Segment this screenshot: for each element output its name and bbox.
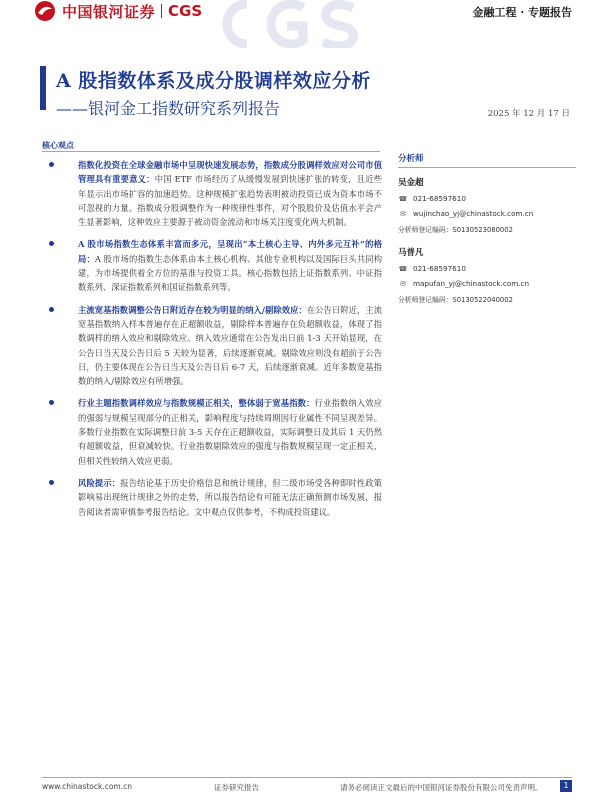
analyst-email-row	[398, 279, 576, 288]
bullet-icon	[49, 241, 54, 246]
analyst-email[interactable]: wujinchao_yj@chinastock.com.cn	[413, 209, 534, 218]
analyst-email[interactable]: mapufan_yj@chinastock.com.cn	[413, 279, 530, 288]
mail-icon: ✉	[400, 209, 406, 218]
analyst-phone: 021-68597610	[413, 264, 466, 273]
risk-warning-body: 报告结论基于历史价格信息和统计规律，但二级市场受各种即时性政策影响易出现统计规律之外的走势，所以报告结论有可能无法正确预测市场发展，报告阅读者需审慎参考报告结论。文中观点仅供参考，不构成投资建议。	[78, 477, 382, 517]
footer-disclaimer: 请务必阅读正文最后的中国银河证券股份有限公司免责声明。	[340, 783, 543, 792]
analyst-panel	[398, 152, 576, 316]
bullet-icon	[49, 307, 54, 312]
key-points-list	[42, 158, 382, 527]
report-subtitle: ——银河金工指数研究系列报告	[56, 99, 281, 118]
analyst-registration: 分析师登记编码：S0130522040002	[398, 296, 513, 304]
report-title: A 股指数体系及成分股调样效应分析	[56, 70, 371, 92]
report-category: 金融工程 · 专题报告	[472, 6, 572, 19]
key-point-heading: 指数化投资在全球金融市场中呈现快速发展态势，指数成分股调样效应对公司市值管理具有重要意义：	[78, 160, 382, 185]
footer-report-type: 证券研究报告	[214, 783, 259, 792]
analyst-phone: 021-68597610	[413, 194, 466, 203]
company-logo	[34, 0, 202, 22]
bullet-icon	[49, 400, 54, 405]
bullet-icon	[49, 480, 54, 485]
key-point-body: 在公告日附近，主流宽基指数纳入样本普遍存在正超额收益，剔除样本普遍存在负超额收益，体现了指数调样的纳入效应和剔除效应。纳入效应通常在公告发出日前 1-3 天开始显现，在公告日当天及公告日后 5 天较为显著，后续逐渐衰减。剔除效应则没有超前于公告日，仍主要体现在公告日当天及公告日后 6-7 天，后续逐渐衰减。近年多数宽基指数的纳入/剔除效应有所增强。	[78, 304, 382, 387]
analyst-name: 吴金超	[398, 178, 424, 188]
key-point-heading: 行业主题指数调样效应与指数规模正相关，整体弱于宽基指数：	[78, 398, 315, 409]
phone-icon: ☎	[398, 264, 408, 273]
analyst-registration: 分析师登记编码：S0130523080002	[398, 226, 513, 234]
analyst-divider	[398, 167, 576, 168]
analyst-email-row	[398, 209, 576, 218]
footer-website[interactable]: www.chinastock.com.cn	[42, 782, 132, 791]
page-number: 1	[560, 780, 572, 792]
analyst-card	[398, 246, 576, 304]
cgs-watermark	[195, 0, 365, 48]
bullet-icon	[49, 162, 54, 167]
analyst-heading: 分析师	[398, 154, 424, 164]
analyst-name: 马普凡	[398, 248, 424, 258]
key-point-heading: 主流宽基指数调整公告日附近存在较为明显的纳入/剔除效应：	[78, 304, 307, 315]
analyst-phone-row	[398, 194, 576, 203]
mail-icon: ✉	[400, 279, 406, 288]
report-date: 2025 年 12 月 17 日	[487, 109, 570, 119]
section-divider	[42, 151, 380, 152]
logo-text-cn: 中国银河证券	[62, 2, 156, 21]
key-point	[42, 158, 382, 229]
key-point	[42, 396, 382, 467]
risk-warning-heading: 风险提示：	[78, 477, 121, 488]
risk-warning	[42, 476, 382, 519]
footer-divider	[42, 777, 572, 778]
analyst-phone-row	[398, 264, 576, 273]
key-point	[42, 237, 382, 294]
logo-text-en: CGS	[168, 2, 203, 20]
key-point-body: 中国 ETF 市场经历了从缓慢发展到快速扩张的转变，且近些年显示出市场扩容的加速趋势。这种规模扩张趋势表明被动投资已成为资本市场不可忽视的力量。指数成分股调整作为一种规律性事件，对个股股价及估值水平会产生显著影响，这种效应主要源于被动资金流动和市场关注度变化两大机制。	[78, 174, 382, 228]
logo-divider	[161, 4, 162, 18]
analyst-card	[398, 176, 576, 234]
key-point	[42, 303, 382, 389]
key-point-heading: A 股市场指数生态体系丰富而多元，呈现出“本土核心主导、内外多元互补”的格局：	[78, 239, 382, 264]
logo-mark-icon	[34, 0, 56, 22]
title-accent-bar	[40, 66, 46, 110]
section-label-core-views: 核心观点	[42, 140, 74, 150]
key-point-body: 行业指数纳入效应的强弱与规模呈现部分的正相关，影响程度与持续周期因行业属性不同呈现差异。多数行业指数在实际调整日前 3-5 天存在正超额收益，实际调整日及其后 1 天仍然有超额收益，但衰减较快。行业指数剔除效应的强度与指数规模呈现一定正相关，但相关性较纳入效应更弱。	[78, 398, 382, 466]
phone-icon: ☎	[398, 194, 408, 203]
key-point-body: A 股市场的指数生态体系由本土核心机构、其他专业机构以及国际巨头共同构建，为市场提供着全方位的基准与投资工具。核心指数包括上证指数系列、中证指数系列、深证指数系列和国证指数系列等。	[78, 253, 382, 293]
